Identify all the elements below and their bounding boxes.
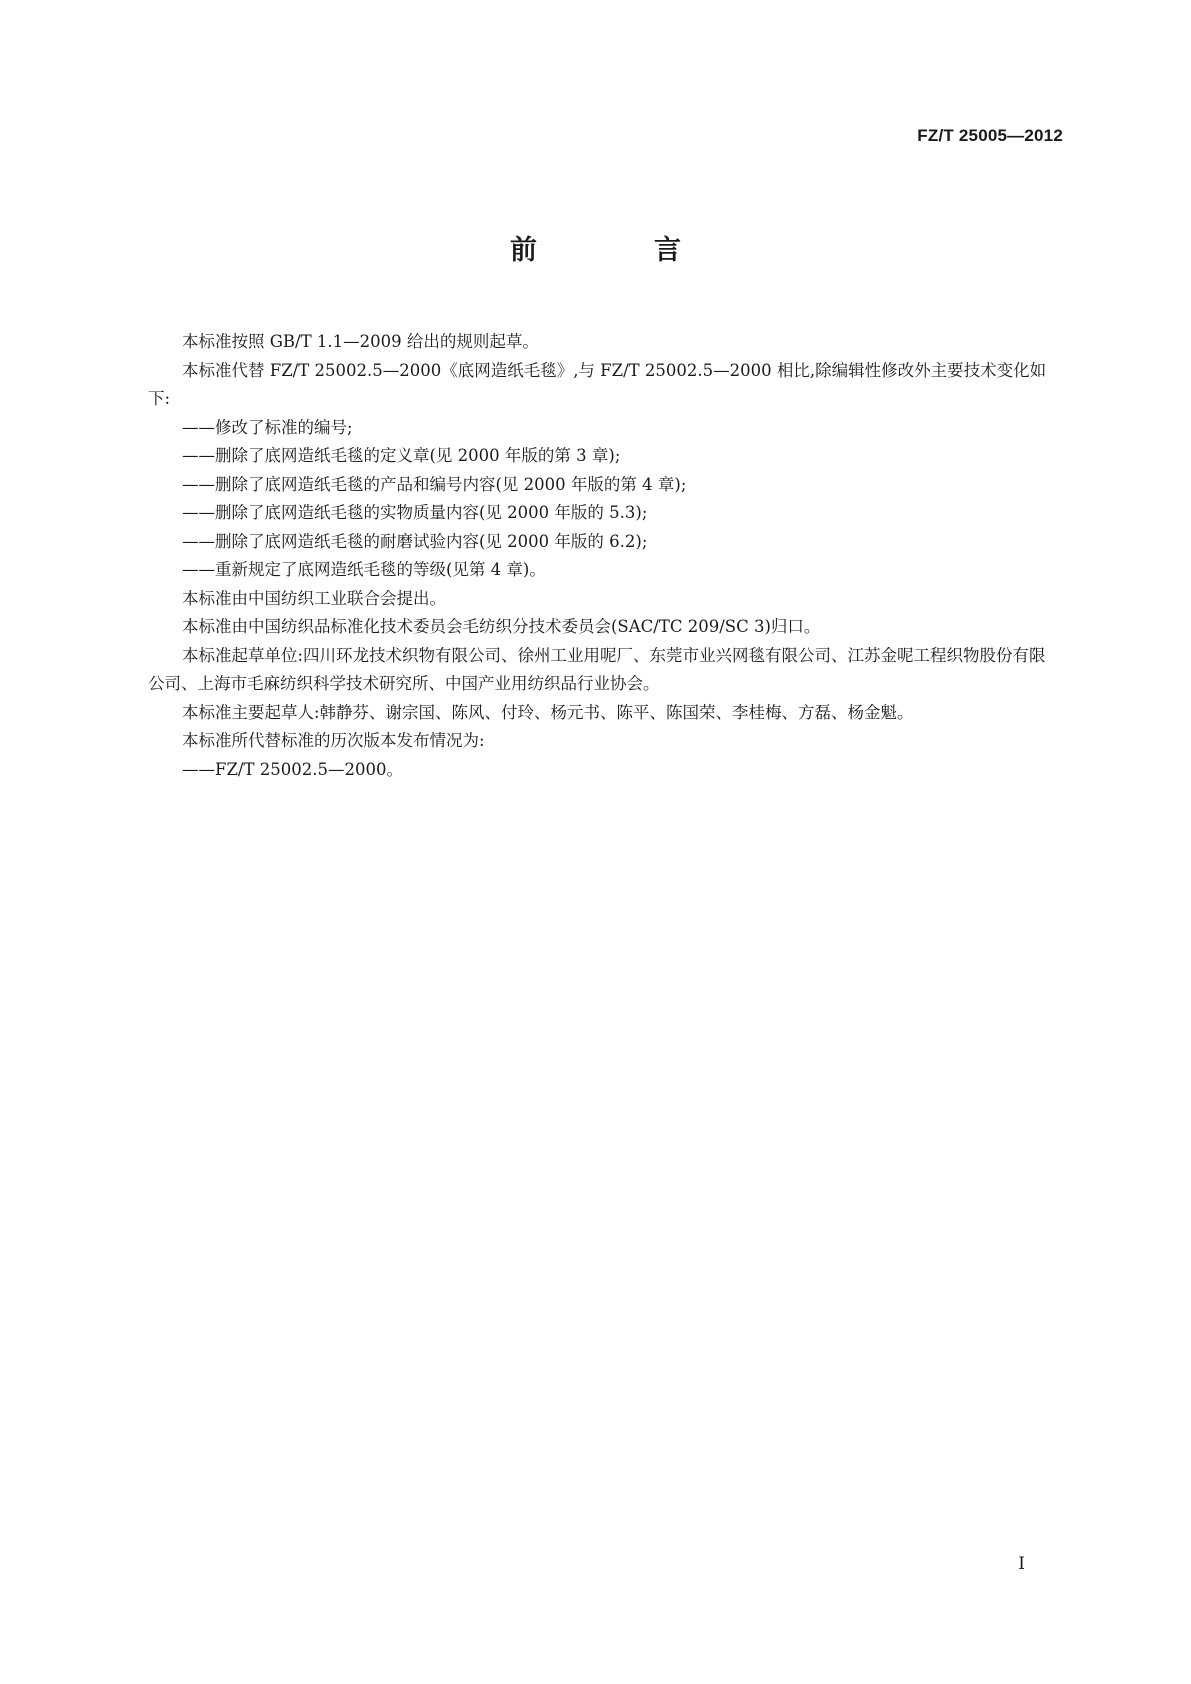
paragraph-replacement: 本标准代替 FZ/T 25002.5—2000《底网造纸毛毯》,与 FZ/T 25002.5—2000 相比,除编辑性修改外主要技术变化如下:	[148, 360, 1047, 408]
list-item: ——修改了标准的编号;	[182, 417, 353, 437]
list-item: ——删除了底网造纸毛毯的产品和编号内容(见 2000 年版的第 4 章);	[182, 474, 687, 494]
foreword-body	[148, 328, 1053, 784]
page-number: I	[1018, 1554, 1025, 1574]
paragraph-drafters: 本标准主要起草人:韩静芬、谢宗国、陈风、付玲、杨元书、陈平、陈国荣、李桂梅、方磊、杨金魁。	[182, 702, 914, 722]
paragraph-committee: 本标准由中国纺织品标准化技术委员会毛纺织分技术委员会(SAC/TC 209/SC 3)归口。	[182, 617, 821, 636]
list-item: ——FZ/T 25002.5—2000。	[182, 759, 403, 779]
paragraph-drafting-rules: 本标准按照 GB/T 1.1—2009 给出的规则起草。	[182, 332, 539, 351]
list-item: ——删除了底网造纸毛毯的耐磨试验内容(见 2000 年版的 6.2);	[182, 531, 648, 551]
standard-code: FZ/T 25005—2012	[917, 126, 1063, 145]
list-item: ——删除了底网造纸毛毯的实物质量内容(见 2000 年版的 5.3);	[182, 503, 648, 522]
paragraph-drafting-units: 本标准起草单位:四川环龙技术织物有限公司、徐州工业用呢厂、东莞市业兴网毯有限公司、江苏金呢工程织物股份有限公司、上海市毛麻纺织科学技术研究所、中国产业用纺织品行业协会。	[148, 645, 1046, 693]
paragraph-proposer: 本标准由中国纺织工业联合会提出。	[182, 588, 446, 608]
list-item: ——删除了底网造纸毛毯的定义章(见 2000 年版的第 3 章);	[182, 446, 621, 465]
list-item: ——重新规定了底网造纸毛毯的等级(见第 4 章)。	[182, 560, 546, 579]
page-title: 前 言	[510, 235, 726, 266]
paragraph-history: 本标准所代替标准的历次版本发布情况为:	[182, 731, 485, 750]
